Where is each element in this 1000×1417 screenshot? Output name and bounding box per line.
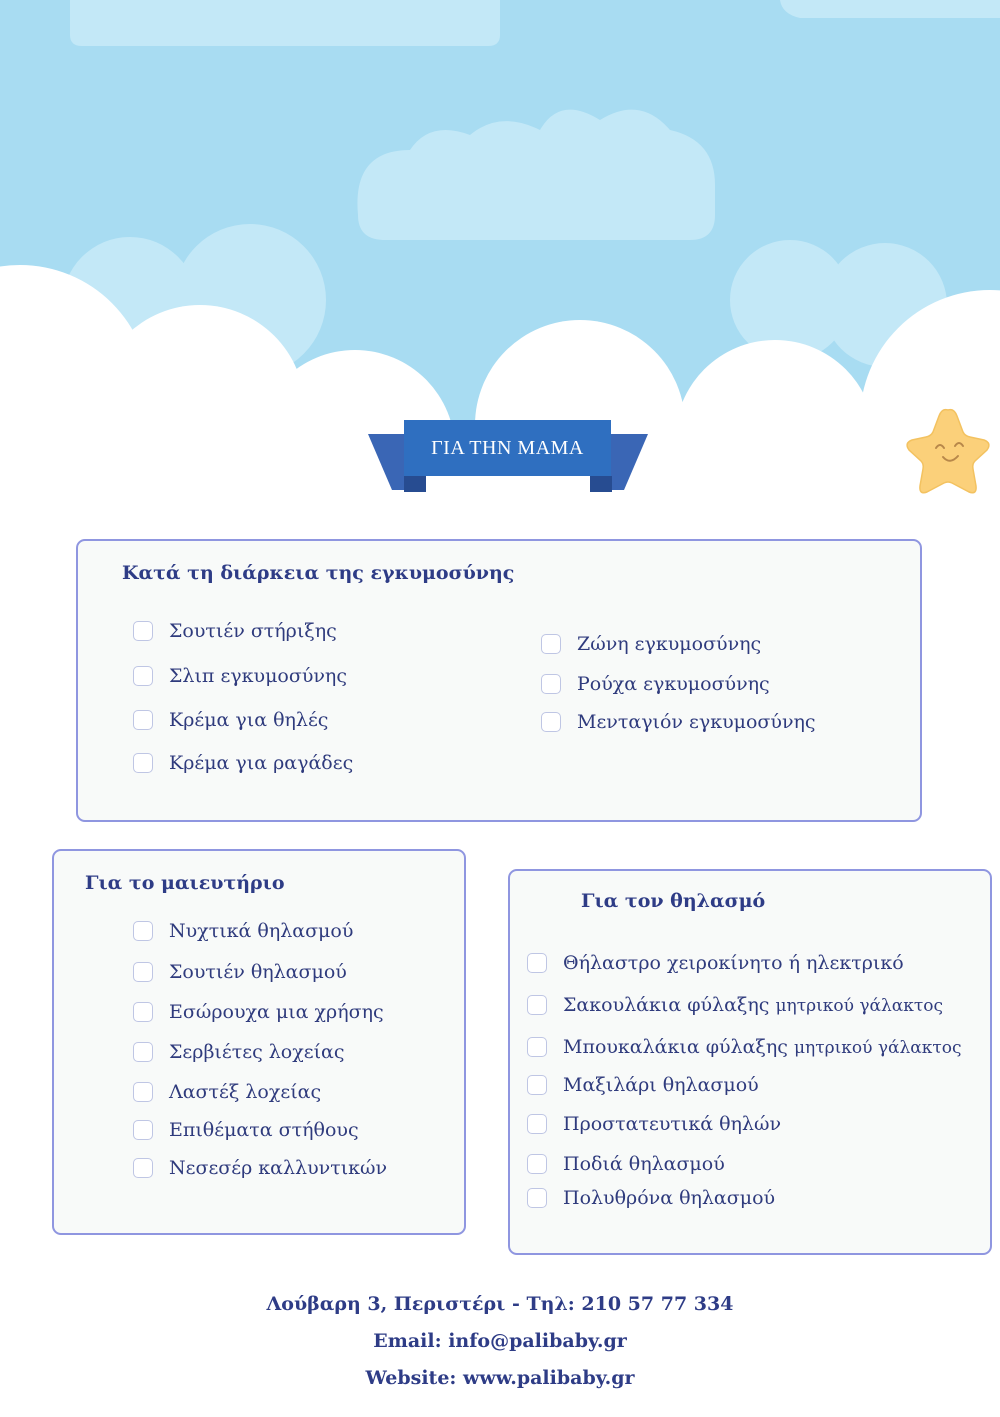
- breastfeeding-item[interactable]: [527, 1036, 962, 1058]
- item-label: Εσώρουχα μια χρήσης: [169, 1001, 384, 1023]
- item-label-main: Μαξιλάρι θηλασμού: [563, 1074, 759, 1096]
- checkbox[interactable]: [133, 666, 153, 686]
- item-label: Κρέμα για θηλές: [169, 709, 329, 731]
- checkbox[interactable]: [527, 995, 547, 1015]
- pregnancy-item[interactable]: [541, 633, 761, 655]
- maternity-card-title: Για το μαιευτήριο: [85, 872, 285, 894]
- breastfeeding-item[interactable]: [527, 1187, 775, 1209]
- item-label: Σουτιέν θηλασμού: [169, 961, 347, 983]
- checkbox[interactable]: [133, 1082, 153, 1102]
- footer-address: Λούβαρη 3, Περιστέρι - Τηλ: 210 57 77 334: [266, 1293, 734, 1315]
- breastfeeding-item[interactable]: [527, 994, 943, 1016]
- pregnancy-item[interactable]: [541, 711, 816, 733]
- item-label: Νεσεσέρ καλλυντικών: [169, 1157, 388, 1179]
- item-label: Ρούχα εγκυμοσύνης: [577, 673, 770, 695]
- item-label: [563, 1074, 759, 1096]
- pregnancy-item[interactable]: [541, 673, 770, 695]
- breastfeeding-item[interactable]: [527, 1074, 759, 1096]
- pregnancy-item[interactable]: [133, 709, 328, 731]
- item-label: Μενταγιόν εγκυμοσύνης: [577, 711, 816, 733]
- breastfeeding-item[interactable]: [527, 1113, 781, 1135]
- checkbox[interactable]: [133, 710, 153, 730]
- checkbox[interactable]: [133, 1042, 153, 1062]
- item-label: [563, 1187, 775, 1209]
- item-label-main: Σακουλάκια φύλαξης: [563, 994, 770, 1016]
- checkbox[interactable]: [527, 1037, 547, 1057]
- maternity-item[interactable]: [133, 1041, 345, 1063]
- item-label-small: μητρικού γάλακτος: [793, 1038, 962, 1058]
- item-label: Νυχτικά θηλασμού: [169, 920, 354, 942]
- footer-website[interactable]: Website: www.palibaby.gr: [365, 1367, 635, 1389]
- item-label: Σλιπ εγκυμοσύνης: [169, 665, 347, 687]
- checkbox[interactable]: [133, 1002, 153, 1022]
- item-label-main: Πολυθρόνα θηλασμού: [563, 1187, 776, 1209]
- item-label: [563, 1113, 781, 1135]
- pregnancy-item[interactable]: [133, 665, 347, 687]
- maternity-item[interactable]: [133, 1119, 359, 1141]
- item-label: Επιθέματα στήθους: [169, 1119, 359, 1141]
- item-label-main: Θήλαστρο χειροκίνητο ή ηλεκτρικό: [563, 952, 904, 974]
- item-label: Λαστέξ λοχείας: [169, 1081, 322, 1103]
- checkbox[interactable]: [133, 753, 153, 773]
- checkbox[interactable]: [133, 921, 153, 941]
- item-label: [563, 1036, 962, 1058]
- breastfeeding-item[interactable]: [527, 952, 904, 974]
- item-label: Ζώνη εγκυμοσύνης: [577, 633, 762, 655]
- item-label: [563, 1153, 725, 1175]
- checkbox[interactable]: [527, 1154, 547, 1174]
- item-label: [563, 994, 943, 1016]
- checkbox[interactable]: [133, 1120, 153, 1140]
- checkbox[interactable]: [133, 962, 153, 982]
- checkbox[interactable]: [541, 674, 561, 694]
- item-label: Σουτιέν στήριξης: [169, 620, 337, 642]
- maternity-item[interactable]: [133, 1001, 384, 1023]
- item-label-small: μητρικού γάλακτος: [775, 996, 944, 1016]
- pregnancy-item[interactable]: [133, 752, 353, 774]
- item-label-main: Προστατευτικά θηλών: [563, 1113, 782, 1135]
- item-label: Σερβιέτες λοχείας: [169, 1041, 345, 1063]
- maternity-item[interactable]: [133, 1157, 387, 1179]
- item-label-main: Μπουκαλάκια φύλαξης: [563, 1036, 788, 1058]
- checkbox[interactable]: [527, 1188, 547, 1208]
- maternity-item[interactable]: [133, 961, 347, 983]
- checkbox[interactable]: [541, 634, 561, 654]
- smiling-star-icon: [900, 402, 992, 498]
- breastfeeding-item[interactable]: [527, 1153, 725, 1175]
- checkbox[interactable]: [527, 1075, 547, 1095]
- item-label-main: Ποδιά θηλασμού: [563, 1153, 725, 1175]
- checkbox[interactable]: [527, 953, 547, 973]
- pregnancy-card-title: Κατά τη διάρκεια της εγκυμοσύνης: [122, 562, 515, 584]
- pregnancy-item[interactable]: [133, 620, 337, 642]
- checkbox[interactable]: [527, 1114, 547, 1134]
- footer-email[interactable]: Email: info@palibaby.gr: [373, 1330, 627, 1352]
- checkbox[interactable]: [133, 1158, 153, 1178]
- item-label: Κρέμα για ραγάδες: [169, 752, 354, 774]
- maternity-item[interactable]: [133, 1081, 321, 1103]
- item-label: [563, 952, 904, 974]
- checkbox[interactable]: [133, 621, 153, 641]
- maternity-item[interactable]: [133, 920, 353, 942]
- breastfeeding-card-title: Για τον θηλασμό: [581, 890, 766, 912]
- checkbox[interactable]: [541, 712, 561, 732]
- banner-title: ΓΙΑ ΤΗΝ ΜΑΜΑ: [431, 436, 584, 459]
